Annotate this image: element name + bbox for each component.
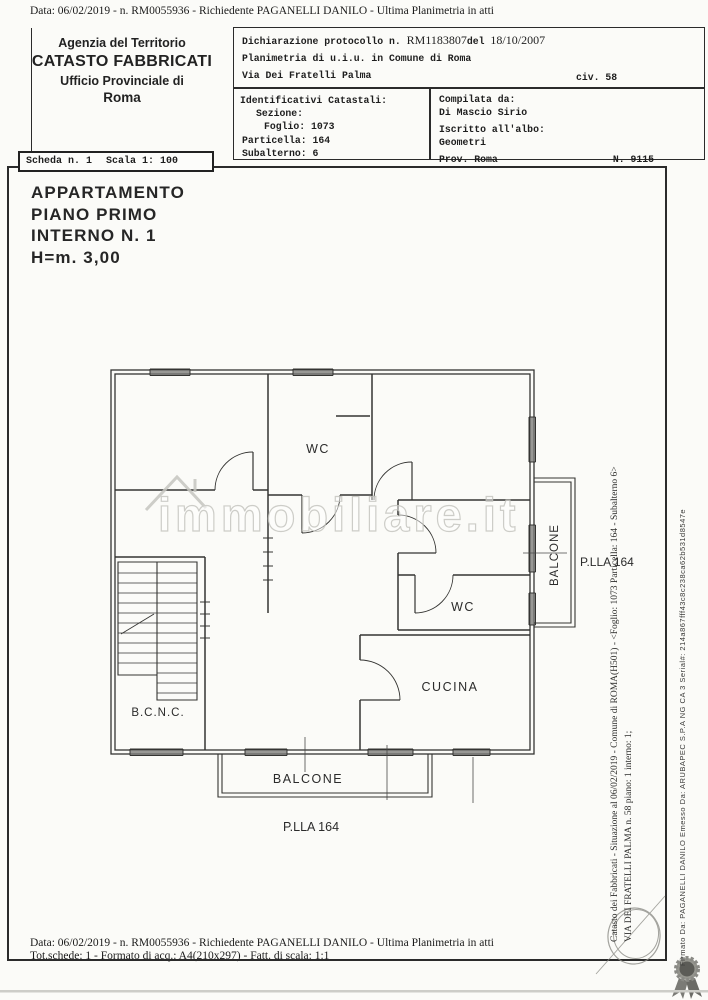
balcone-bottom-label: BALCONE [272, 772, 344, 786]
side-note-catasto: Catasto dei Fabbricati - Situazione al 06/02/2019 - Comune di ROMA(H501) - <Foglio: 1073 Particella: 164 - Subalterno 6> [610, 466, 620, 942]
plan-walls [111, 369, 575, 803]
title-height: H=m. 3,00 [31, 247, 121, 267]
footer-line2: Tot.schede: 1 - Formato di acq.: A4(210x297) - Fatt. di scala: 1:1 [30, 950, 330, 962]
catasto-fabbricati-title: CATASTO FABBRICATI [31, 53, 213, 70]
dimension-ticks [305, 553, 567, 803]
sezione-row: Sezione: [256, 108, 304, 120]
street-row: Via Dei Fratelli Palma [242, 70, 372, 81]
side-note-address: VIA DEI FRATELLI PALMA n. 58 piano: 1 interno: 1; [624, 730, 634, 942]
compiler-name: Di Mascio Sirio [439, 106, 528, 118]
del-label: del [466, 36, 485, 47]
protocol-number: RM1183807 [406, 33, 467, 47]
civic-number: civ. 58 [576, 72, 618, 83]
albo-value: Geometri [439, 136, 487, 148]
wc-top-label: WC [306, 442, 330, 456]
sheet-scale-box [18, 151, 214, 172]
title-piano: PIANO PRIMO [31, 204, 158, 224]
prov-label: Prov. Roma [439, 154, 498, 165]
drawing-frame [8, 167, 666, 960]
cucina-label: CUCINA [421, 680, 479, 694]
scale-value: Scala 1: 100 [105, 156, 178, 167]
identifiers-box [233, 88, 430, 160]
title-appartamento: APPARTAMENTO [31, 183, 185, 202]
seal-ribbon-left [672, 978, 688, 999]
title-interno: INTERNO N. 1 [31, 226, 157, 245]
protocol-date: 18/10/2007 [490, 33, 546, 47]
particella-row: Particella: 164 [242, 134, 331, 146]
watermark [146, 477, 520, 541]
document-top-line: Data: 06/02/2019 - n. RM0055936 - Richiedente PAGANELLI DANILO - Ultima Planimetria in atti [30, 5, 494, 17]
balcone-right-label: BALCONE [549, 524, 561, 586]
sheet-number: Scheda n. 1 [26, 156, 93, 167]
prov-row [439, 154, 696, 167]
agency-office: Ufficio Provinciale di [60, 74, 184, 88]
scan-edge-line [0, 990, 708, 993]
bcnc-label: B.C.N.C. [131, 707, 185, 719]
watermark-text: immobiliare.it [158, 488, 520, 541]
particella-bottom-label: P.LLA 164 [282, 820, 340, 834]
compiler-title: Compilata da: [439, 94, 516, 105]
compiler-box [430, 88, 705, 165]
agency-name: Agenzia del Territorio [58, 36, 186, 50]
declaration-label: Dichiarazione protocollo n. [242, 36, 401, 47]
wall-tick-marks [200, 538, 273, 638]
agency-header [22, 36, 222, 105]
planimetria-row: Planimetria di u.i.u. in Comune di Roma [242, 53, 472, 64]
subalterno-row: Subalterno: 6 [242, 147, 319, 159]
footer-line1: Data: 06/02/2019 - n. RM0055936 - Richiedente PAGANELLI DANILO - Ultima Planimetria in atti [30, 937, 494, 949]
declaration-box [233, 27, 705, 88]
albo-title: Iscritto all'albo: [439, 124, 545, 135]
stair-direction-line [121, 614, 154, 634]
side-note-signature: Firmato Da: PAGANELLI DANILO Emesso Da: ARUBAPEC S.P.A NG CA 3 Serial#: 214a867fff43c8c238ca62b531d8547e [678, 508, 687, 966]
register-number: N. 9115 [612, 154, 654, 165]
wc-lower-label: WC [451, 600, 475, 614]
declaration-protocol-row [242, 34, 696, 48]
foglio-row: Foglio: 1073 [264, 121, 335, 133]
apartment-title-block [31, 182, 185, 268]
identifiers-title: Identificativi Catastali: [240, 95, 387, 106]
particella-right-label: P.LLA 164 [580, 555, 634, 569]
agency-city: Roma [103, 90, 141, 105]
